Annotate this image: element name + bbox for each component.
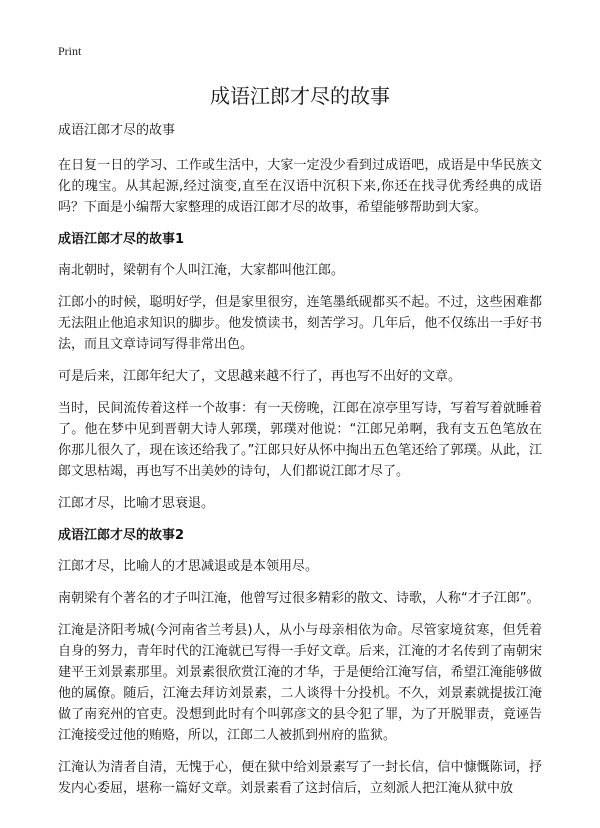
print-link[interactable]: Print (58, 44, 82, 58)
section2-paragraph: 江淹认为清者自清，无愧于心，便在狱中给刘景素写了一封长信，信中慷慨陈词，抒发内心委屈，堪称一篇好文章。刘景素看了这封信后，立刻派人把江淹从狱中放 (58, 760, 542, 796)
section1-paragraph: 当时，民间流传着这样一个故事：有一天傍晚，江郎在凉亭里写诗，写着写着就睡着了。他在梦中见到晋朝大诗人郭璞，郭璞对他说：“江郎兄弟啊，我有支五色笔放在你那儿很久了，现在该还给我了。”江郎只好从怀中掏出五色笔还给了郭璞。从此，江郎文思枯竭，再也写不出美妙的诗句，人们都说江郎才尽了。 (58, 401, 542, 479)
intro-paragraph: 在日复一日的学习、工作或生活中，大家一定没少看到过成语吧，成语是中华民族文化的瑰宝。从其起源,经过演变,直至在汉语中沉积下来,你还在找寻优秀经典的成语吗？下面是小编帮大家整理的成语江郎才尽的故事，希望能够帮助到大家。 (58, 158, 542, 215)
page-title: 成语江郎才尽的故事 (210, 84, 390, 108)
section1-paragraph: 江郎才尽，比喻才思衰退。 (58, 496, 215, 511)
section2-paragraph: 江郎才尽，比喻人的才思减退或是本领用尽。 (58, 559, 319, 574)
article-subtitle: 成语江郎才尽的故事 (58, 123, 176, 138)
article-body (58, 120, 542, 810)
section2-paragraph: 南朝梁有个著名的才子叫江淹，他曾写过很多精彩的散文、诗歌，人称“才子江郎”。 (58, 591, 540, 606)
section1-paragraph: 南北朝时，梁朝有个人叫江淹，大家都叫他江郎。 (58, 263, 345, 278)
section1-paragraph: 可是后来，江郎年纪大了，文思越来越不行了，再也写不出好的文章。 (58, 369, 462, 384)
section2-paragraph: 江淹是济阳考城(今河南省兰考县)人，从小与母亲相依为命。尽管家境贫寒，但凭着自身的努力，青年时代的江淹就已写得一手好文章。后来，江淹的才名传到了南朝宋建平王刘景素那里。刘景素很欣赏江淹的才华，于是便给江淹写信，希望江淹能够做他的属僚。随后，江淹去拜访刘景素，二人谈得十分投机。不久，刘景素就提拔江淹做了南兖州的官吏。没想到此时有个叫郭彦文的县令犯了罪，为了开脱罪责，竟诬告江淹接受过他的贿赂，所以，江郎二人被抓到州府的监狱。 (58, 623, 542, 743)
section1-paragraph: 江郎小的时候，聪明好学，但是家里很穷，连笔墨纸砚都买不起。不过，这些困难都无法阻止他追求知识的脚步。他发愤读书，刻苦学习。几年后，他不仅练出一手好书法，而且文章诗词写得非常出色。 (58, 295, 542, 352)
section2-heading: 成语江郎才尽的故事2 (58, 528, 185, 543)
section1-heading: 成语江郎才尽的故事1 (58, 232, 185, 247)
